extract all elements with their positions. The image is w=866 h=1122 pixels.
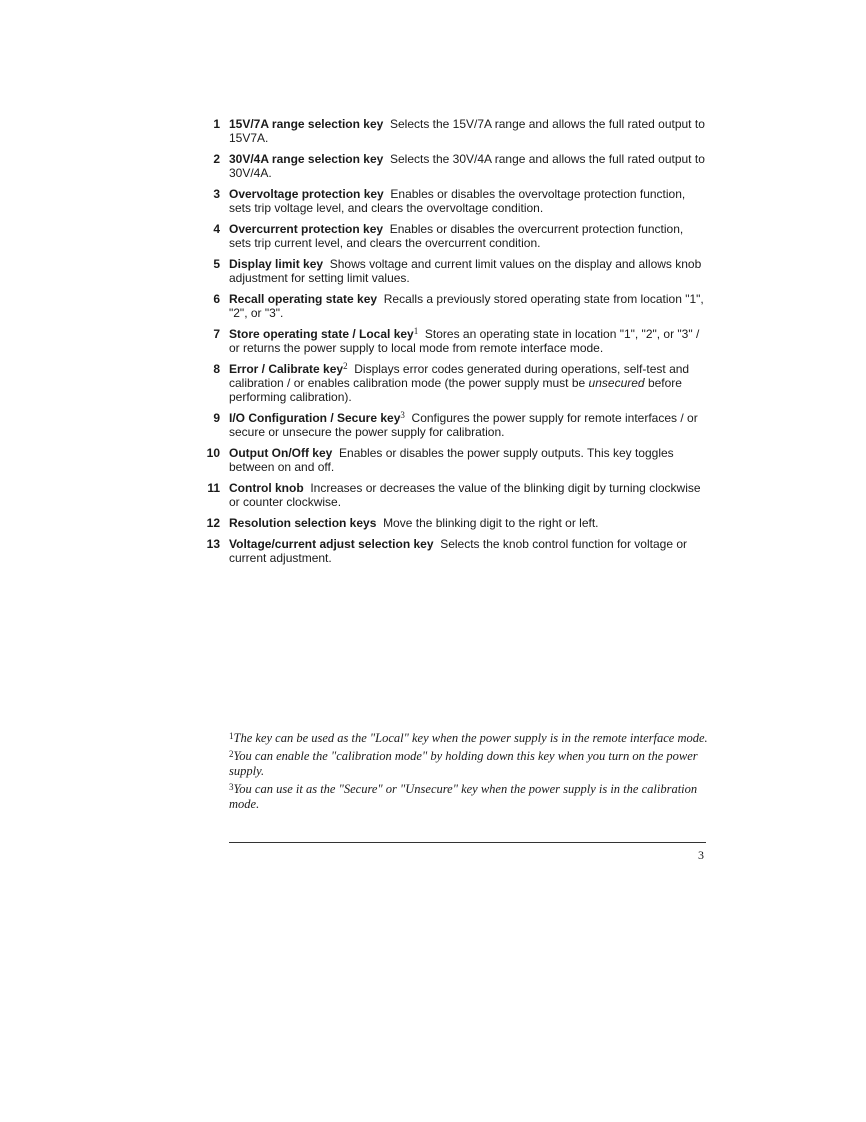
footnote-mark: 3 xyxy=(229,782,234,792)
item-term: 30V/4A range selection key xyxy=(229,152,384,166)
footnotes xyxy=(229,731,709,815)
item-description: Stores an operating state in location "1", "2", or "3" / or returns the power supply to local mode from remote interface mode. xyxy=(229,327,700,355)
item-description: Selects the knob control function for voltage or current adjustment. xyxy=(229,537,687,565)
page-number: 3 xyxy=(698,848,704,862)
item-term: 15V/7A range selection key xyxy=(229,117,384,131)
item-number: 1 xyxy=(213,117,220,131)
item-term: Error / Calibrate key xyxy=(229,362,344,376)
item-description: Enables or disables the overvoltage protection function, sets trip voltage level, and clears the overvoltage condition. xyxy=(229,187,686,215)
item-number: 13 xyxy=(206,537,220,551)
item-number: 7 xyxy=(213,327,220,341)
item-term: Control knob xyxy=(229,481,304,495)
item-term: Display limit key xyxy=(229,257,324,271)
item-term: Recall operating state key xyxy=(229,292,378,306)
list-item-9 xyxy=(200,411,706,439)
list-item-7 xyxy=(200,327,706,355)
footnote-mark: 1 xyxy=(229,731,234,741)
footnote-text: The key can be used as the "Local" key when the power supply is in the remote interface mode. xyxy=(233,731,708,745)
list-item-13 xyxy=(200,537,706,565)
footnote-3 xyxy=(229,782,709,812)
item-number: 9 xyxy=(213,411,220,425)
list-item-3 xyxy=(200,187,706,215)
item-term: Output On/Off key xyxy=(229,446,333,460)
item-number: 8 xyxy=(213,362,220,376)
item-description: Recalls a previously stored operating state from location "1", "2", or "3". xyxy=(229,292,704,320)
footnote-text: You can enable the "calibration mode" by holding down this key when you turn on the power supply. xyxy=(229,749,698,778)
item-description: Shows voltage and current limit values on the display and allows knob adjustment for setting limit values. xyxy=(229,257,702,285)
item-number: 10 xyxy=(206,446,220,460)
item-number: 11 xyxy=(207,481,220,495)
item-description: Selects the 30V/4A range and allows the full rated output to 30V/4A. xyxy=(229,152,705,180)
item-number: 3 xyxy=(213,187,220,201)
footnote-ref: 1 xyxy=(413,326,419,336)
item-number: 5 xyxy=(213,257,220,271)
list-item-10 xyxy=(200,446,706,474)
footnote-ref: 2 xyxy=(343,361,348,371)
item-description: Selects the 15V/7A range and allows the full rated output to 15V7A. xyxy=(229,117,705,145)
list-item-1 xyxy=(200,117,706,145)
list-item-8 xyxy=(200,362,706,404)
list-item-6 xyxy=(200,292,706,320)
list-item-5 xyxy=(200,257,706,285)
footnote-text: You can use it as the "Secure" or "Unsecure" key when the power supply is in the calibration mode. xyxy=(229,782,698,811)
footnote-2 xyxy=(229,749,709,779)
item-description-end: before performing calibration). xyxy=(229,376,682,404)
list-item-12 xyxy=(200,516,706,530)
item-term: Voltage/current adjust selection key xyxy=(229,537,434,551)
key-description-list xyxy=(200,117,706,572)
item-number: 12 xyxy=(206,516,220,530)
footer-divider xyxy=(229,842,706,843)
list-item-4 xyxy=(200,222,706,250)
footnote-1 xyxy=(229,731,709,746)
list-item-11 xyxy=(200,481,706,509)
item-number: 2 xyxy=(213,152,220,166)
list-item-2 xyxy=(200,152,706,180)
item-term: I/O Configuration / Secure key xyxy=(229,411,401,425)
item-term: Overcurrent protection key xyxy=(229,222,384,236)
item-term: Store operating state / Local key xyxy=(229,327,414,341)
item-number: 4 xyxy=(213,222,220,236)
item-term: Resolution selection keys xyxy=(229,516,377,530)
footnote-ref: 3 xyxy=(400,410,405,420)
item-description-emphasis: unsecured xyxy=(588,376,645,390)
item-description: Configures the power supply for remote interfaces / or secure or unsecure the power supply for calibration. xyxy=(229,411,698,439)
item-description: Enables or disables the power supply outputs. This key toggles between on and off. xyxy=(229,446,674,474)
item-term: Overvoltage protection key xyxy=(229,187,384,201)
item-description: Displays error codes generated during operations, self-test and calibration / or enables calibration mode (the power supply must be xyxy=(229,362,690,390)
item-number: 6 xyxy=(213,292,220,306)
item-description: Increases or decreases the value of the blinking digit by turning clockwise or counter clockwise. xyxy=(229,481,701,509)
item-description: Enables or disables the overcurrent protection function, sets trip current level, and clears the overcurrent condition. xyxy=(229,222,684,250)
footnote-mark: 2 xyxy=(229,749,234,759)
item-description: Move the blinking digit to the right or left. xyxy=(383,516,599,530)
